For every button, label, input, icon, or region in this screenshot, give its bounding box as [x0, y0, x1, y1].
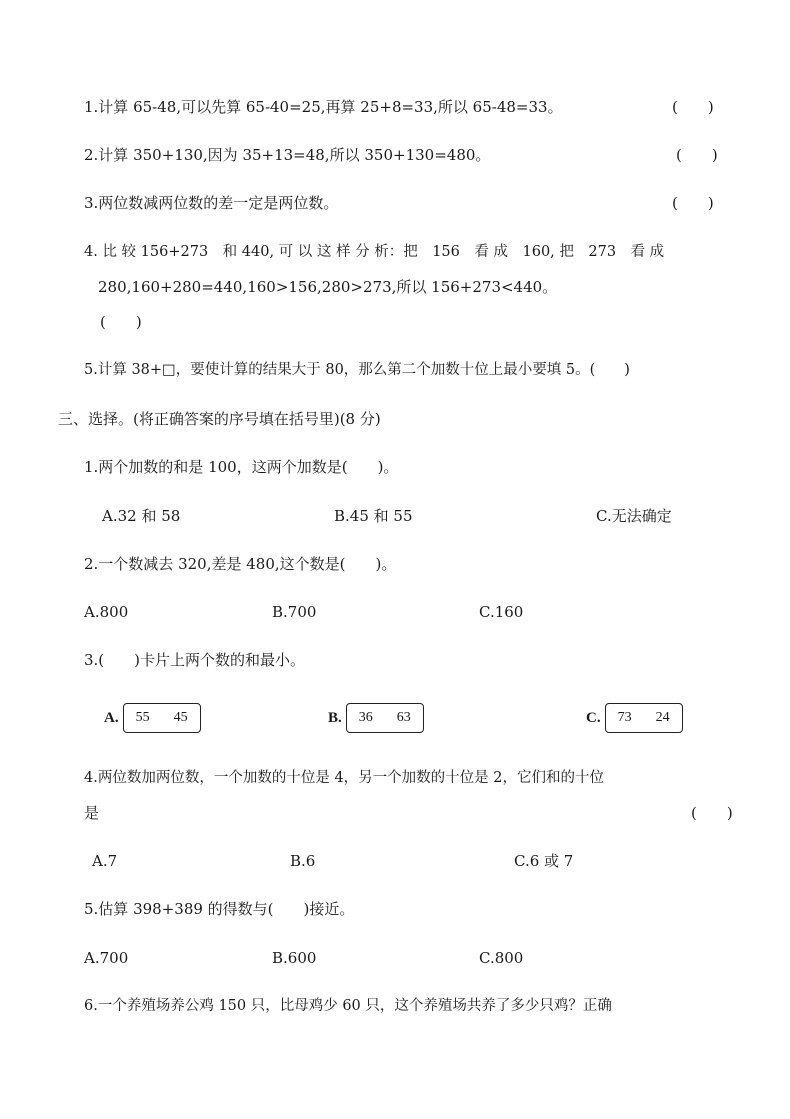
choice-q3-option-b[interactable] — [328, 703, 424, 733]
number-card-b — [346, 703, 424, 733]
card-a-number-2: 45 — [173, 710, 188, 725]
choice-q5-option-a[interactable]: A.700 — [84, 949, 129, 967]
choice-q1-option-c[interactable]: C.无法确定 — [596, 507, 672, 525]
choice-q4-line2: 是 — [84, 804, 100, 822]
choice-q3-option-c[interactable] — [586, 703, 683, 733]
card-a-number-1: 55 — [135, 710, 150, 725]
judge-q4-answer-paren[interactable]: ( ) — [100, 313, 142, 331]
judge-q1-answer-paren[interactable]: ( ) — [672, 98, 714, 116]
judge-q2-text: 2.计算 350+130,因为 35+13=48,所以 350+130=480。 — [84, 146, 491, 164]
choice-q4-line1: 4.两位数加两位数，一个加数的十位是 4，另一个加数的十位是 2，它们和的十位 — [84, 770, 605, 786]
judge-q3-text: 3.两位数减两位数的差一定是两位数。 — [84, 194, 339, 212]
card-c-number-2: 24 — [655, 710, 670, 725]
card-b-number-2: 63 — [396, 710, 411, 725]
judge-q5-text: 5.计算 38+□，要使计算的结果大于 80，那么第二个加数十位上最小要填 5。( ) — [84, 362, 630, 378]
choice-q5-option-b[interactable]: B.600 — [272, 949, 317, 967]
choice-q2-option-c[interactable]: C.160 — [479, 603, 524, 621]
choice-q1-text: 1.两个加数的和是 100，这两个加数是( )。 — [84, 458, 399, 476]
card-c-number-1: 73 — [617, 710, 632, 725]
choice-q2-option-b[interactable]: B.700 — [272, 603, 317, 621]
section-3-title: 三、选择。(将正确答案的序号填在括号里)(8 分) — [58, 410, 381, 428]
judge-q4-line1: 4. 比 较 156+273 和 440, 可 以 这 样 分 析：把 156 看 成 160, 把 273 看 成 — [84, 244, 665, 260]
choice-q6-text: 6.一个养殖场养公鸡 150 只，比母鸡少 60 只，这个养殖场共养了多少只鸡？正确 — [84, 998, 612, 1014]
judge-q1-text: 1.计算 65-48,可以先算 65-40=25,再算 25+8=33,所以 65-48=33。 — [84, 98, 563, 116]
choice-q1-option-a[interactable]: A.32 和 58 — [102, 507, 181, 525]
judge-q4-line2: 280,160+280=440,160>156,280>273,所以 156+273<440。 — [98, 278, 558, 296]
choice-q5-text: 5.估算 398+389 的得数与( )接近。 — [84, 900, 355, 918]
choice-q3-option-a[interactable] — [104, 703, 201, 733]
choice-q2-option-a[interactable]: A.800 — [84, 603, 129, 621]
choice-q4-option-a[interactable]: A.7 — [92, 852, 118, 870]
choice-q1-option-b[interactable]: B.45 和 55 — [334, 507, 413, 525]
number-card-c — [605, 703, 683, 733]
choice-q4-option-c[interactable]: C.6 或 7 — [514, 852, 574, 870]
choice-q3-text: 3.( )卡片上两个数的和最小。 — [84, 651, 306, 669]
number-card-a — [123, 703, 201, 733]
card-b-number-1: 36 — [358, 710, 373, 725]
choice-q4-answer-paren[interactable]: ( ) — [691, 804, 733, 822]
judge-q3-answer-paren[interactable]: ( ) — [672, 194, 714, 212]
option-c-letter: C. — [586, 709, 601, 726]
judge-q2-answer-paren[interactable]: ( ) — [676, 146, 718, 164]
option-a-letter: A. — [104, 709, 119, 726]
choice-q5-option-c[interactable]: C.800 — [479, 949, 524, 967]
option-b-letter: B. — [328, 709, 342, 726]
choice-q4-option-b[interactable]: B.6 — [290, 852, 316, 870]
choice-q2-text: 2.一个数减去 320,差是 480,这个数是( )。 — [84, 555, 397, 573]
